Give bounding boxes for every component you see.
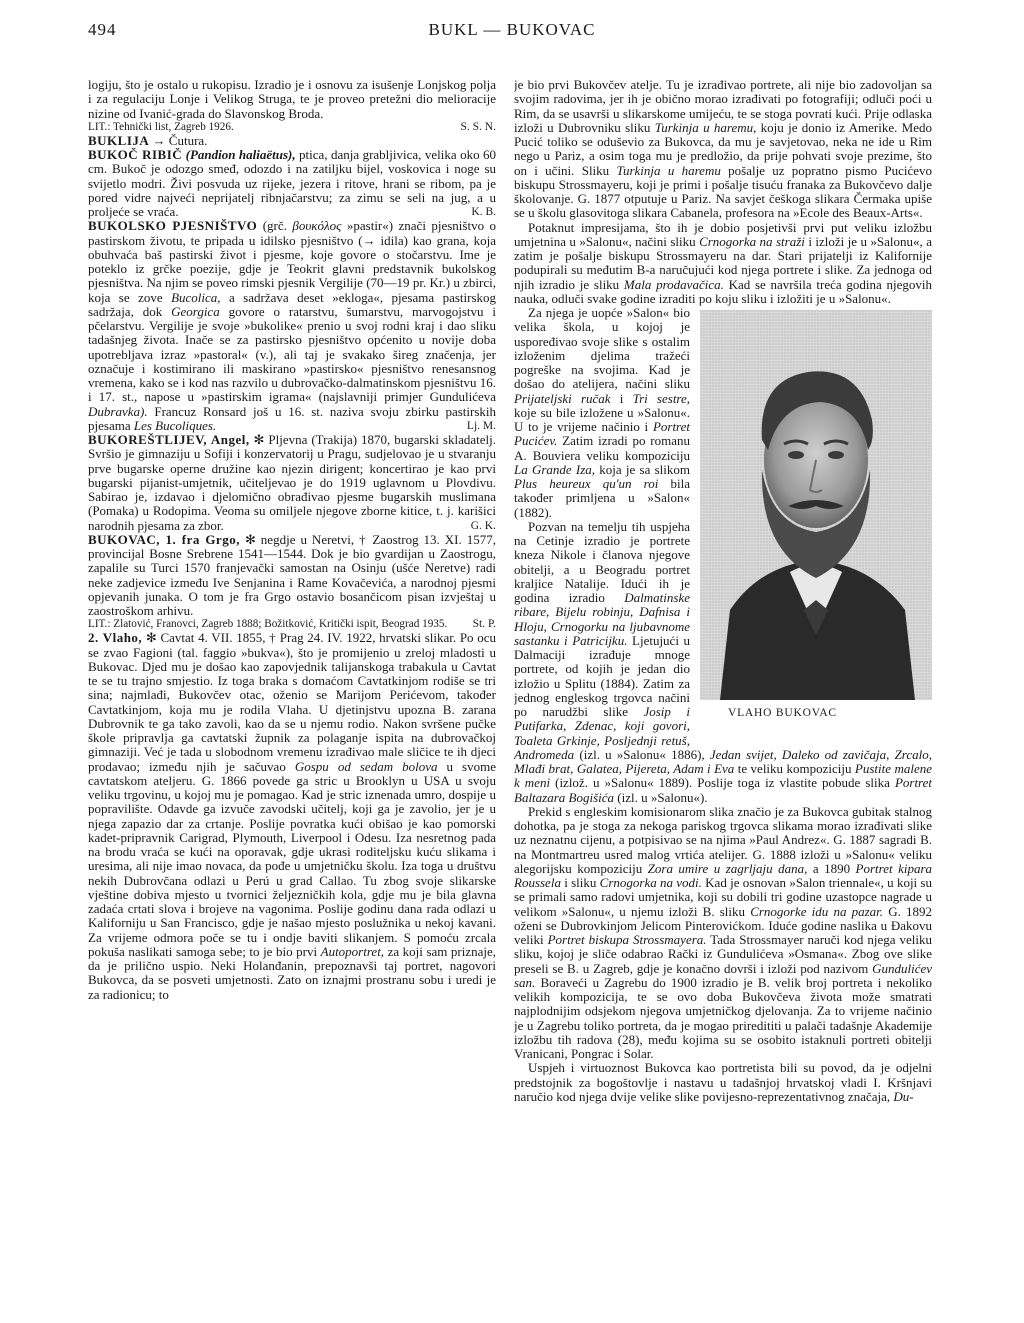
author-signature: K. B.	[471, 206, 496, 218]
left-column	[88, 78, 496, 1305]
running-title: BUKL — BUKOVAC	[428, 20, 596, 39]
portrait-figure	[700, 310, 932, 728]
greek-word: βουκόλος	[292, 218, 342, 234]
entry-bukovac-vlaho: 2. Vlaho, ✻ Cavtat 4. VII. 1855, † Prag 24. IV. 1922, hrvatski slikar. Po ocu se zvao Fagioni (tal. faggio »bukva«), što je promijenio u zreloj mladosti u Bukovac. Djed mu je došao kao zapovjednik talijanskoga trabakula u Cavtat te se tu trajno smjestio. Iz toga braka s domaćom Cavtatkinjom rodiše se tri sina; najmlađi, Bukovčev otac, oženio se Marijom Perićevom, također Cavtatkinjom, koja mu je rodila Vlaha. U djetinjstvu upozna B. zarana Dubrovnik te ga tako zavoli, kao da se u njemu rodio. Nakon svršene pučke škole pripravlja ga cavtatski župnik za polaganje ispita na dubrovačkoj gimnaziji. Već je tada u slobodnom vremenu izrađivao male sličice te ih djeci prodavao; između njih je sačuvao Gospu od sedam bolova u svome cavtatskom ateljeru. G. 1866 povede ga stric u Brooklyn u USA u svoju veliku trgovinu, u kojoj mu je pomagao. Kad je stric iznenada umro, dospije u popravilište. Odavde ga izvuče zavodski učitelj, koji ga je zavolio, jer je u njega zapazio dar za crtanje. Poslije povratka kući obišao je kao pomorski kadet-pripravnik Carigrad, Plymouth, Liverpool i Odesu. Iza nesretnog pada na brodu vraća se kući na oporavak, gdje ukrasi roditeljsku kuću slikama i uresima, ali nije imao novaca, da pođe u umjetničku školu. Iza toga u društvu nekih Dubrovčana odlazi u Perú u grad Callao. Tu zbog svoje slikarske vještine dobiva mjesto u tvornici željezničkih kola, gdje mu je bila glavna zadaća crtati slova i brojeve na vagonima. Poslije godinu dana rada odlazi u Kaliforniju u San Francisco, gdje je našao mjesto poslužnika u nekoj kavani. Za vrijeme odmora poče se tu i ondje baviti slikanjem. S pomoću zrcala pokuša naslikati samoga sebe; to je bio prvi Autoportret, za koji sam priznaje, da je prilično uspio. Neki Holanđanin, prepoznavši taj portret, nagovori Bukovca, da se posveti umjetnosti. Zato on iznajmi prostranu sobu i uredi je za radionicu; to	[88, 630, 496, 1002]
headword: 2. Vlaho,	[88, 630, 143, 646]
entry-bukovac-grgo: BUKOVAC, 1. fra Grgo, ✻ negdje u Neretvi, † Zaostrog 13. XI. 1577, provincijal Bosne Srebrene 1541—1544. Dok je bio gvardijan u Zaostrogu, zapalile su Turci 1570 franjevački samostan na Osinju (ušće Neretve) radi neke zadjevice između Ive Senjanina i Rame Kovačevića, a narodnoj pjesmi opjevanih junaka. O tom je fra Grgo ostavio bosančicom pisan izvještaj u zaostroškom arhivu.	[88, 531, 496, 618]
right-column	[514, 78, 932, 1305]
entry-buklija	[88, 134, 496, 148]
portrait-caption: VLAHO BUKOVAC	[728, 707, 837, 719]
author-signature: Lj. M.	[466, 419, 496, 432]
author-signature: G. K.	[470, 519, 496, 532]
entry-bukoc-ribic: BUKOČ RIBIČ (Pandion haliaëtus), ptica, danja grabljivica, velika oko 60 cm. Bukoč je odozgo smeđ, odozdo i na zatiljku bijel, voskovica i noge su svijetlo modri. Živi posvuda uz rijeke, jezera i ritove, hrani se ribom, pa je pored vidre najveći neprijatelj ribnjačarstvu; za zimu se seli na jug, a u proljeće se vraća. K. B.	[88, 147, 496, 219]
vlaho-paragraph-2: Potaknut impresijama, što ih je dobio posjetivši prvi put veliku izložbu umjetnina u »Salonu«, načini sliku Crnogorka na straži i izloži je u »Salonu«, a zatim je pošalje biskupu Strossmayeru na dar. Stari prijatelji iz Kalifornije podupirali su međutim B-a naručujući kod njega portrete i slike. Za jednoga od njih izradio je sliku Mala prodavačica. Kad se navršila treća godina njegovih nauka, odluči svake godine izraditi po koju sliku i izložiti je u »Salonu«.	[514, 219, 932, 306]
headword: BUKLIJA	[88, 132, 150, 148]
running-head	[88, 20, 936, 50]
cross-reference: → Čutura.	[152, 132, 208, 148]
literature-note: LIT.: Zlatović, Franovci, Zagreb 1888; Božitković, Kritički ispit, Beograd 1935. St. P.	[88, 618, 496, 631]
entry-bukolsko-pjesnistvo: BUKOLSKO PJESNIŠTVO (grč. βουκόλος »pastir«) znači pjesništvo o pastirskom životu, te pripada u idilsko pjesništvo (→ idila) kao grana, koja obuhvaća baš pastirski život i pjesme, koje govore o stočarstvu. Ime je poteklo iz grčke poezije, gdje je Teokrit glavni predstavnik bukolskog pjesništva. Na njim se poveo rimski pjesnik Vergilije (70—19 pr. Kr.) u zbirci, koja se zove Bucolica, a sadržava deset »ekloga«, pjesama pastirskog sadržaja, dok Georgica govore o ratarstvu, šumarstvu, marvogojstvu i pčelarstvu. Vergilije je svoje »bukolike« prenio u svoj rodni kraj i dao sliku tadašnjeg života. Inače se za pastirsko pjesništvo općenito u novije doba upotrebljava izraz »pastoral« (v.), ali taj je svakako šireg značenja, jer označuje i kostimirano ili maskirano »pastirsko« pjesništvo renesansnog vremena, kako se i kod nas razvilo u dubrovačko-dalmatinskom pjesništvu 16. i 17. st., napose u »pastirskim igrama« (najslavniji primjer Gundulićeva Dubravka). Francuz Ronsard još u 16. st. naziva svoju zbirku pastirskih pjesama Les Bucoliques. Lj. M.	[88, 218, 496, 433]
vlaho-paragraph-3: Za njega je uopće »Salon« bio velika škola, u kojoj je uspoređivao svoje slike s ostalim izloženim djelima tražeći pogreške na svojima. Kad je došao do atelijera, načini sliku Prijateljski ručak i Tri sestre, koje su bile izložene u »Salonu«. U to je vrijeme načinio i Portret Pucićev. Zatim izradi po romanu A. Bouviera veliku kompoziciju La Grande Iza, koja je sa slikom Plus heureux qu'un roi bila također primljena u »Salon« (1882).	[514, 305, 691, 520]
author-signature: S. S. N.	[460, 120, 496, 133]
page-number: 494	[88, 20, 117, 39]
vlaho-paragraph-5: Prekid s engleskim komisionarom slika značio je za Bukovca gubitak stalnog dohotka, pa je stoga za nekoga pariskog trgovca slikama morao izrađivati slike uz neznatnu cijenu, a potpisivao se na njima »Paul Andrez«. G. 1887 sagradi B. na Montmartreu usred malog vrtića atelijer. G. 1888 izloži u »Salonu« veliku alegorijsku kompoziciju Zora umire u zagrljaju dana, a 1890 Portret kipara Roussela i sliku Crnogorka na vodi. Kad je osnovan »Salon triennale«, u koji su se primali samo radovi umjetnika, koji su dobili tri godine uzastopce nagrade u velikom »Salonu«, u njemu izloži B. sliku Crnogorke idu na pazar. G. 1892 oženi se Dubrovkinjom Jelicom Pinterovićkom. Iduće godine naslika u Đakovu veliki Portret biskupa Strossmayera. Tada Strossmayer naruči kod njega veliku sliku, kojoj je sliče odabrao Rački iz Gundulićeva »Osmana«. Zbog ove slike preseli se B. u Zagreb, gdje je konačno dovrši i izloži pod nazivom Gundulićev san. Boraveći u Zagrebu do 1900 izradio je B. velik broj portreta i nekoliko velikih kompozicija, te se ovo doba Bukovčeva života može smatrati najplodnijim odsjekom njegova umjetničkog djelovanja. Za to vrijeme načinio je u Zagrebu toliko portreta, da je mogao priredititi u palači tadašnje Akademije izložbu tih radova (28), među kojima su se osobito istaknuli portreti obitelji Vranicani, Pongrac i Solar.	[514, 803, 932, 1061]
vlaho-paragraph-6: Uspjeh i virtuoznost Bukovca kao portretista bili su povod, da je odjelni predstojnik za bogoštovlje i nastavu u tadašnjoj hrvatskoj vladi I. Kršnjavi naručio kod njega dvije velike slike povijesno-reprezentativnog značaja, Du-	[514, 1060, 932, 1104]
portrait-image	[700, 310, 932, 700]
headword: BUKOLSKO PJESNIŠTVO	[88, 218, 258, 234]
headword: BUKOČ RIBIČ	[88, 147, 183, 162]
entry-bukorestlijev: BUKOREŠTLIJEV, Angel, ✻ Pljevna (Trakija) 1870, bugarski skladatelj. Svršio je gimnaziju u Sofiji i konzervatorij u Pragu, sudjelovao je u stvaranju prve bugarske operne družine kao njezin dirigent; koncertirao je kao prvi bugarski pijanist-umjetnik, učiteljevao je do 1919 uglavnom u Plovdivu. Sabirao je, izdavao i djelomično obrađivao pjesme bugarskih muslimana (Pomaka) u Rodopima. Veoma su omiljele njegove zborne kitice, t. j. karišici narodnih pjesama za zbor. G. K.	[88, 432, 496, 533]
author-signature: St. P.	[472, 618, 496, 631]
headword: BUKOREŠTLIJEV, Angel,	[88, 432, 250, 447]
literature-note: S. S. N. LIT.: Tehnički list, Zagreb 1926.	[88, 120, 496, 133]
vlaho-paragraph-1: je bio prvi Bukovčev atelje. Tu je izrađivao portrete, ali nije bio zadovoljan sa svojim radovima, jer ih je obično morao izrađivati po fotografiji; odluči poći u Rim, da se usavrši u slikarskome umijeću, te se stoga povrati kući. Prije odlaska izloži u Dubrovniku sliku Turkinja u haremu, koju je donio iz Amerike. Medo Pucić toliko se oduševio za Bukovca, da mu je savjetovao, neka ne ide u Rim nego u Pariz, a osim toga mu je predložio, da prije pohvati svoje prezime, što on i učini. Sliku Turkinja u haremu pošalje uz popratno pismo Pucićevo biskupu Strossmayeru, koji je primi i pošalje tisuću franaka za Bukovčevo dalje školovanje. G. 1877 otputuje u Pariz. Na savjet češkoga slikara Čermaka upiše se u školu glasovitoga slikara Cabanela, profesora na »Ecole des Beaux-Arts«.	[514, 78, 932, 221]
vlaho-paragraph-4: Pozvan na temelju tih uspjeha na Cetinje izradio je portrete kneza Nikole i članova njegove obitelji, a u Beogradu portret kraljice Natalije. Idući ih je godina izradio Dalmatinske ribare, Bijelu robinju, Dafnisa i Hloju, Crnogorku na ljubavnome sastanku i Patricijku. Ljetujući u Dalmaciji izrađuje mnoge portrete, od kojih je jedan dio izložio u Splitu (1884). Zatim za jednog engleskog trgovca načini po narudžbi slike Josip i Putifarka, Zdenac, koji govori, Toaleta Grkinje, Posljednji retuš, Andromeda (izl. u »Salonu« 1886), Jedan svijet, Daleko od zavičaja, Zrcalo, Mlađi brat, Galatea, Pijereta, Adam i Eva te veliku kompoziciju Pustite malene k meni (izlož. u »Salonu« 1889). Poslije toga iz vlastite pobude slika Portret Baltazara Bogišića (izl. u »Salonu«).	[514, 518, 932, 805]
latin-name: (Pandion haliaëtus),	[185, 147, 296, 162]
headword: BUKOVAC, 1. fra Grgo,	[88, 531, 240, 547]
bukl-entry-continuation: logiju, što je ostalo u rukopisu. Izradio je i osnovu za isušenje Lonjskog polja i za regulaciju Lonje i Velikog Struga, te je proveo pretežni dio melioracije nizine od Ivanić-grada do Slavonskog Broda.	[88, 78, 496, 121]
